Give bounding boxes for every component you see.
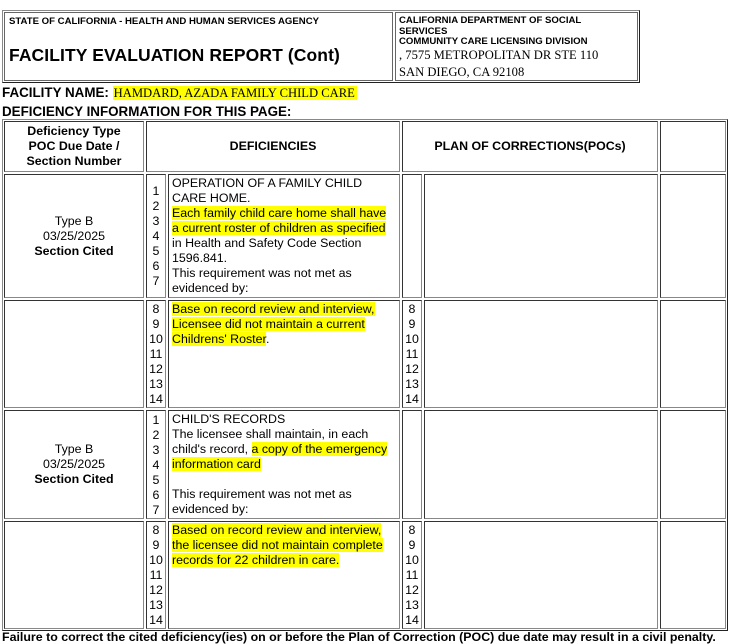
deficiency-1-line-numbers-bottom: 8 9 10 11 12 13 14 [146, 300, 166, 408]
deficiency-type: Type B [54, 213, 94, 228]
facility-name-value: HAMDARD, AZADA FAMILY CHILD CARE [113, 86, 355, 100]
deficiency-1-text-bottom [168, 300, 400, 408]
column-header-extra [660, 121, 726, 172]
deficiency-2-line-numbers-bottom: 8 9 10 11 12 13 14 [146, 521, 166, 629]
text-line: in Health and Safety Code Section [172, 236, 362, 250]
deficiency-2-extra-bottom [660, 521, 726, 629]
text-line: child's record, [172, 442, 252, 456]
deficiency-2-poc-bottom [424, 521, 658, 629]
blank-line [172, 472, 397, 487]
deficiency-1-text-top [168, 174, 400, 298]
deficiency-type: Type B [54, 442, 94, 456]
poc-due-date: 03/25/2025 [42, 228, 105, 243]
column-header-type-line2: POC Due Date / [28, 139, 120, 153]
page-title: FACILITY EVALUATION REPORT (Cont) [9, 45, 340, 65]
deficiency-2-poc-top [424, 410, 658, 519]
column-header-type-line1: Deficiency Type [27, 124, 121, 138]
column-header-type [4, 121, 144, 172]
text-line: This requirement was not met as [172, 266, 352, 280]
facility-name-row [2, 85, 357, 101]
highlighted-text: Each family child care home shall have [172, 206, 387, 220]
text-line: OPERATION OF A FAMILY CHILD [172, 176, 363, 190]
deficiency-2-type-cell [4, 410, 144, 519]
header-left-box [4, 12, 393, 81]
deficiency-2-poc-numbers-bottom: 8 9 10 11 12 13 14 [402, 521, 422, 629]
deficiency-1-line-numbers-top: 1 2 3 4 5 6 7 [146, 174, 166, 298]
section-title: DEFICIENCY INFORMATION FOR THIS PAGE: [2, 104, 292, 119]
text-line: CHILD'S RECORDS [172, 412, 286, 426]
deficiency-2-poc-numbers-top [402, 410, 422, 519]
section-cited: Section Cited [34, 243, 114, 258]
highlighted-text: information card [172, 457, 261, 471]
column-header-type-line3: Section Number [26, 154, 122, 168]
deficiency-2-text-top [168, 410, 400, 519]
report-header [2, 10, 640, 83]
text-line: evidenced by: [172, 502, 249, 516]
highlighted-text: the licensee did not maintain complete [172, 538, 383, 552]
section-cited: Section Cited [34, 472, 114, 486]
highlighted-text: records for 22 children in care. [172, 553, 340, 567]
deficiency-1-poc-top [424, 174, 658, 298]
agency-name: STATE OF CALIFORNIA - HEALTH AND HUMAN SERVICES AGENCY [9, 16, 320, 27]
address-line1: , 7575 METROPOLITAN DR STE 110 [399, 48, 599, 62]
header-right-box [395, 12, 638, 81]
deficiency-table [2, 119, 728, 631]
deficiency-1-poc-bottom [424, 300, 658, 408]
deficiency-1-extra-bottom [660, 300, 726, 408]
department-line2: SERVICES [399, 25, 448, 37]
deficiency-2-line-numbers-top: 1 2 3 4 5 6 7 [146, 410, 166, 519]
division-name: COMMUNITY CARE LICENSING DIVISION [399, 36, 588, 47]
deficiency-2-text-bottom [168, 521, 400, 629]
text-line: 1596.841. [172, 251, 228, 265]
deficiency-1-type-cell [4, 174, 144, 298]
column-header-poc: PLAN OF CORRECTIONS(POCs) [402, 121, 658, 172]
highlighted-text: Licensee did not maintain a current [172, 317, 365, 331]
department-name [399, 16, 599, 48]
address-line2: SAN DIEGO, CA 92108 [399, 65, 525, 79]
deficiency-1-extra-top [660, 174, 726, 298]
highlighted-text: a current roster of children as specified [172, 221, 386, 235]
highlighted-text: a copy of the emergency [251, 442, 388, 456]
text-line: The licensee shall maintain, in each [172, 427, 369, 441]
text-line: evidenced by: [172, 281, 249, 295]
department-line1: CALIFORNIA DEPARTMENT OF SOCIAL [399, 15, 582, 26]
column-header-deficiencies: DEFICIENCIES [146, 121, 400, 172]
highlighted-text: Base on record review and interview, [172, 302, 375, 316]
poc-due-date: 03/25/2025 [42, 457, 105, 471]
deficiency-1-type-cell-bottom [4, 300, 144, 408]
highlighted-text: Based on record review and interview, [172, 523, 382, 537]
deficiency-2-extra-top [660, 410, 726, 519]
footer-note: Failure to correct the cited deficiency(ies) on or before the Plan of Correction (POC) due date may result in a civil penalty. [2, 630, 716, 644]
text-line: CARE HOME. [172, 191, 251, 205]
deficiency-1-poc-numbers-bottom: 8 9 10 11 12 13 14 [402, 300, 422, 408]
text-line: This requirement was not met as [172, 487, 352, 501]
highlighted-text: Childrens' Roster [172, 332, 266, 346]
deficiency-1-poc-numbers-top [402, 174, 422, 298]
text-line: . [265, 332, 270, 346]
facility-name-label: FACILITY NAME: [2, 85, 109, 100]
deficiency-2-type-cell-bottom [4, 521, 144, 629]
